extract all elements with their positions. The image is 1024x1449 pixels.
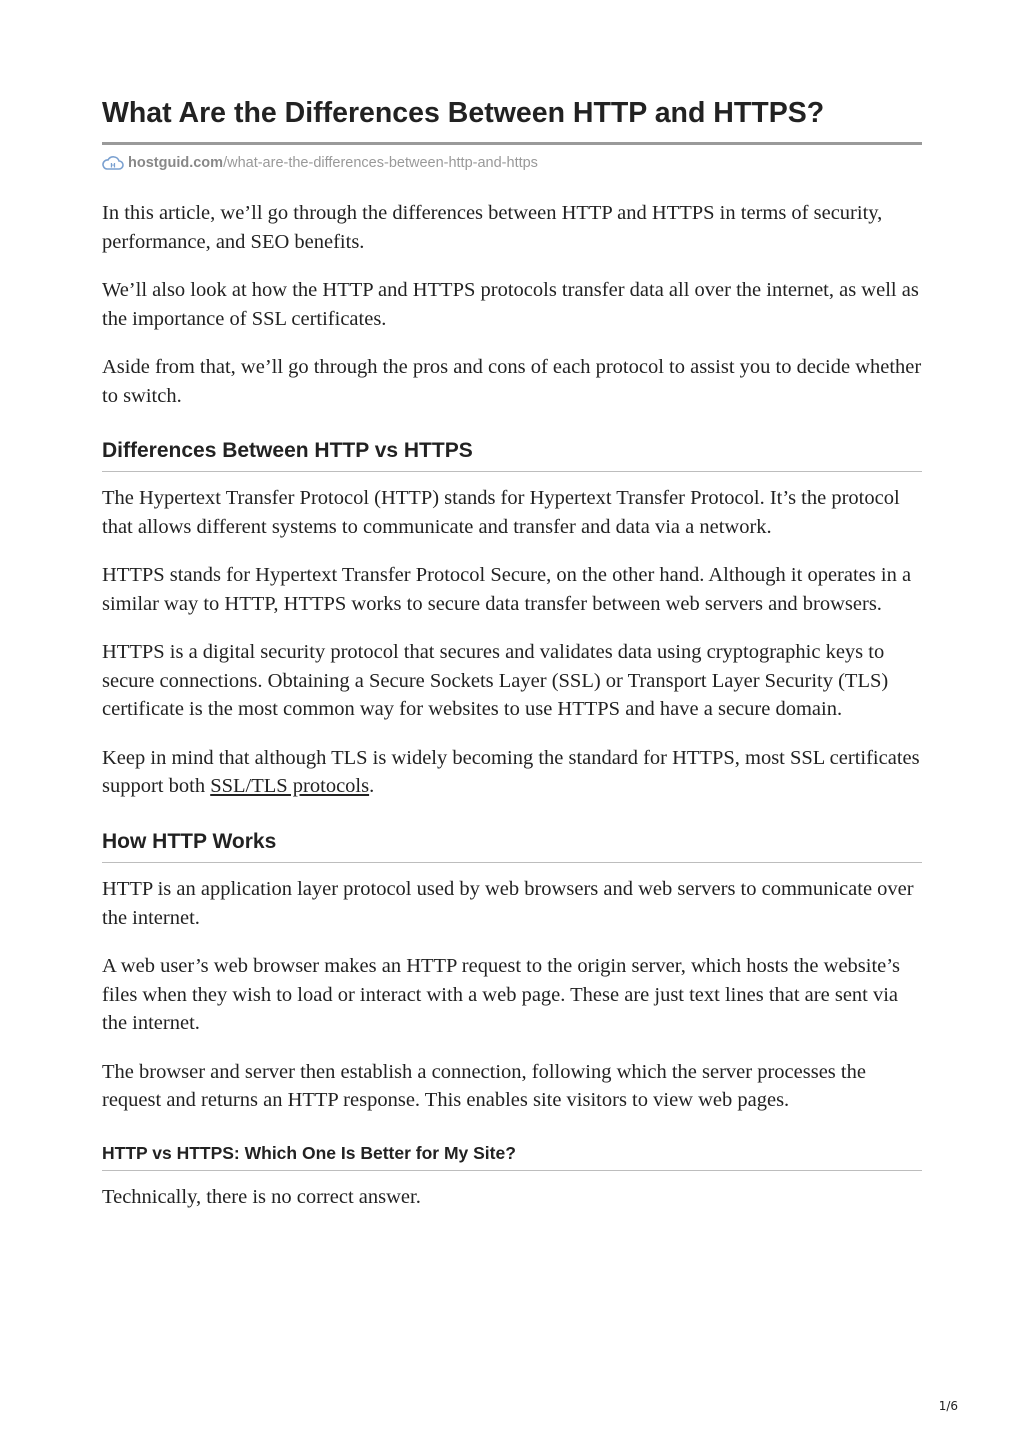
section1-paragraph-4-end: . [369,775,375,798]
svg-text:H: H [110,161,116,170]
section1-paragraph-4-text: Keep in mind that although TLS is widely becoming the standard for HTTPS, most SSL certificates support both [102,746,920,798]
ssl-tls-protocols-link[interactable]: SSL/TLS protocols [210,775,370,798]
source-line [102,153,922,173]
source-domain: hostguid.com [128,155,224,172]
section-heading-differences: Differences Between HTTP vs HTTPS [102,438,922,472]
section2-paragraph-2: A web user’s web browser makes an HTTP request to the origin server, which hosts the website’s files when they wish to load or interact with a web page. These are just text lines that are sent via the internet. [102,955,900,1035]
section1-paragraph-4 [102,744,922,801]
intro-paragraph-3: Aside from that, we’ll go through the pros and cons of each protocol to assist you to decide whether to switch. [102,356,922,407]
section2-paragraph-1: HTTP is an application layer protocol used by web browsers and web servers to communicate over the internet. [102,878,914,929]
section1-paragraph-1: The Hypertext Transfer Protocol (HTTP) stands for Hypertext Transfer Protocol. It’s the protocol that allows different systems to communicate and transfer and data via a network. [102,487,900,538]
section2-paragraph-3: The browser and server then establish a connection, following which the server processes the request and returns an HTTP response. This enables site visitors to view web pages. [102,1060,866,1112]
intro-paragraph-1: In this article, we’ll go through the differences between HTTP and HTTPS in terms of security, performance, and SEO benefits. [102,202,883,253]
section1-paragraph-3: HTTPS is a digital security protocol that secures and validates data using cryptographic keys to secure connections. Obtaining a Secure Sockets Layer (SSL) or Transport Layer Security (TLS) certificate is the most common way for websites to use HTTPS and have a secure domain. [102,641,889,721]
intro-paragraph-2: We’ll also look at how the HTTP and HTTPS protocols transfer data all over the internet, as well as the importance of SSL certificates. [102,279,919,330]
source-path: /what-are-the-differences-between-http-and-https [223,155,538,172]
page-title: What Are the Differences Between HTTP and HTTPS? [102,96,922,145]
section-heading-which-is-better: HTTP vs HTTPS: Which One Is Better for My Site? [102,1143,922,1171]
cloud-logo-icon [102,155,124,171]
section1-paragraph-2: HTTPS stands for Hypertext Transfer Protocol Secure, on the other hand. Although it operates in a similar way to HTTP, HTTPS works to secure data transfer between web servers and browsers. [102,564,912,615]
section3-paragraph-1: Technically, there is no correct answer. [102,1185,421,1208]
section-heading-how-http-works: How HTTP Works [102,829,922,863]
page-number: 1/6 [938,1399,958,1413]
article [102,96,922,1231]
